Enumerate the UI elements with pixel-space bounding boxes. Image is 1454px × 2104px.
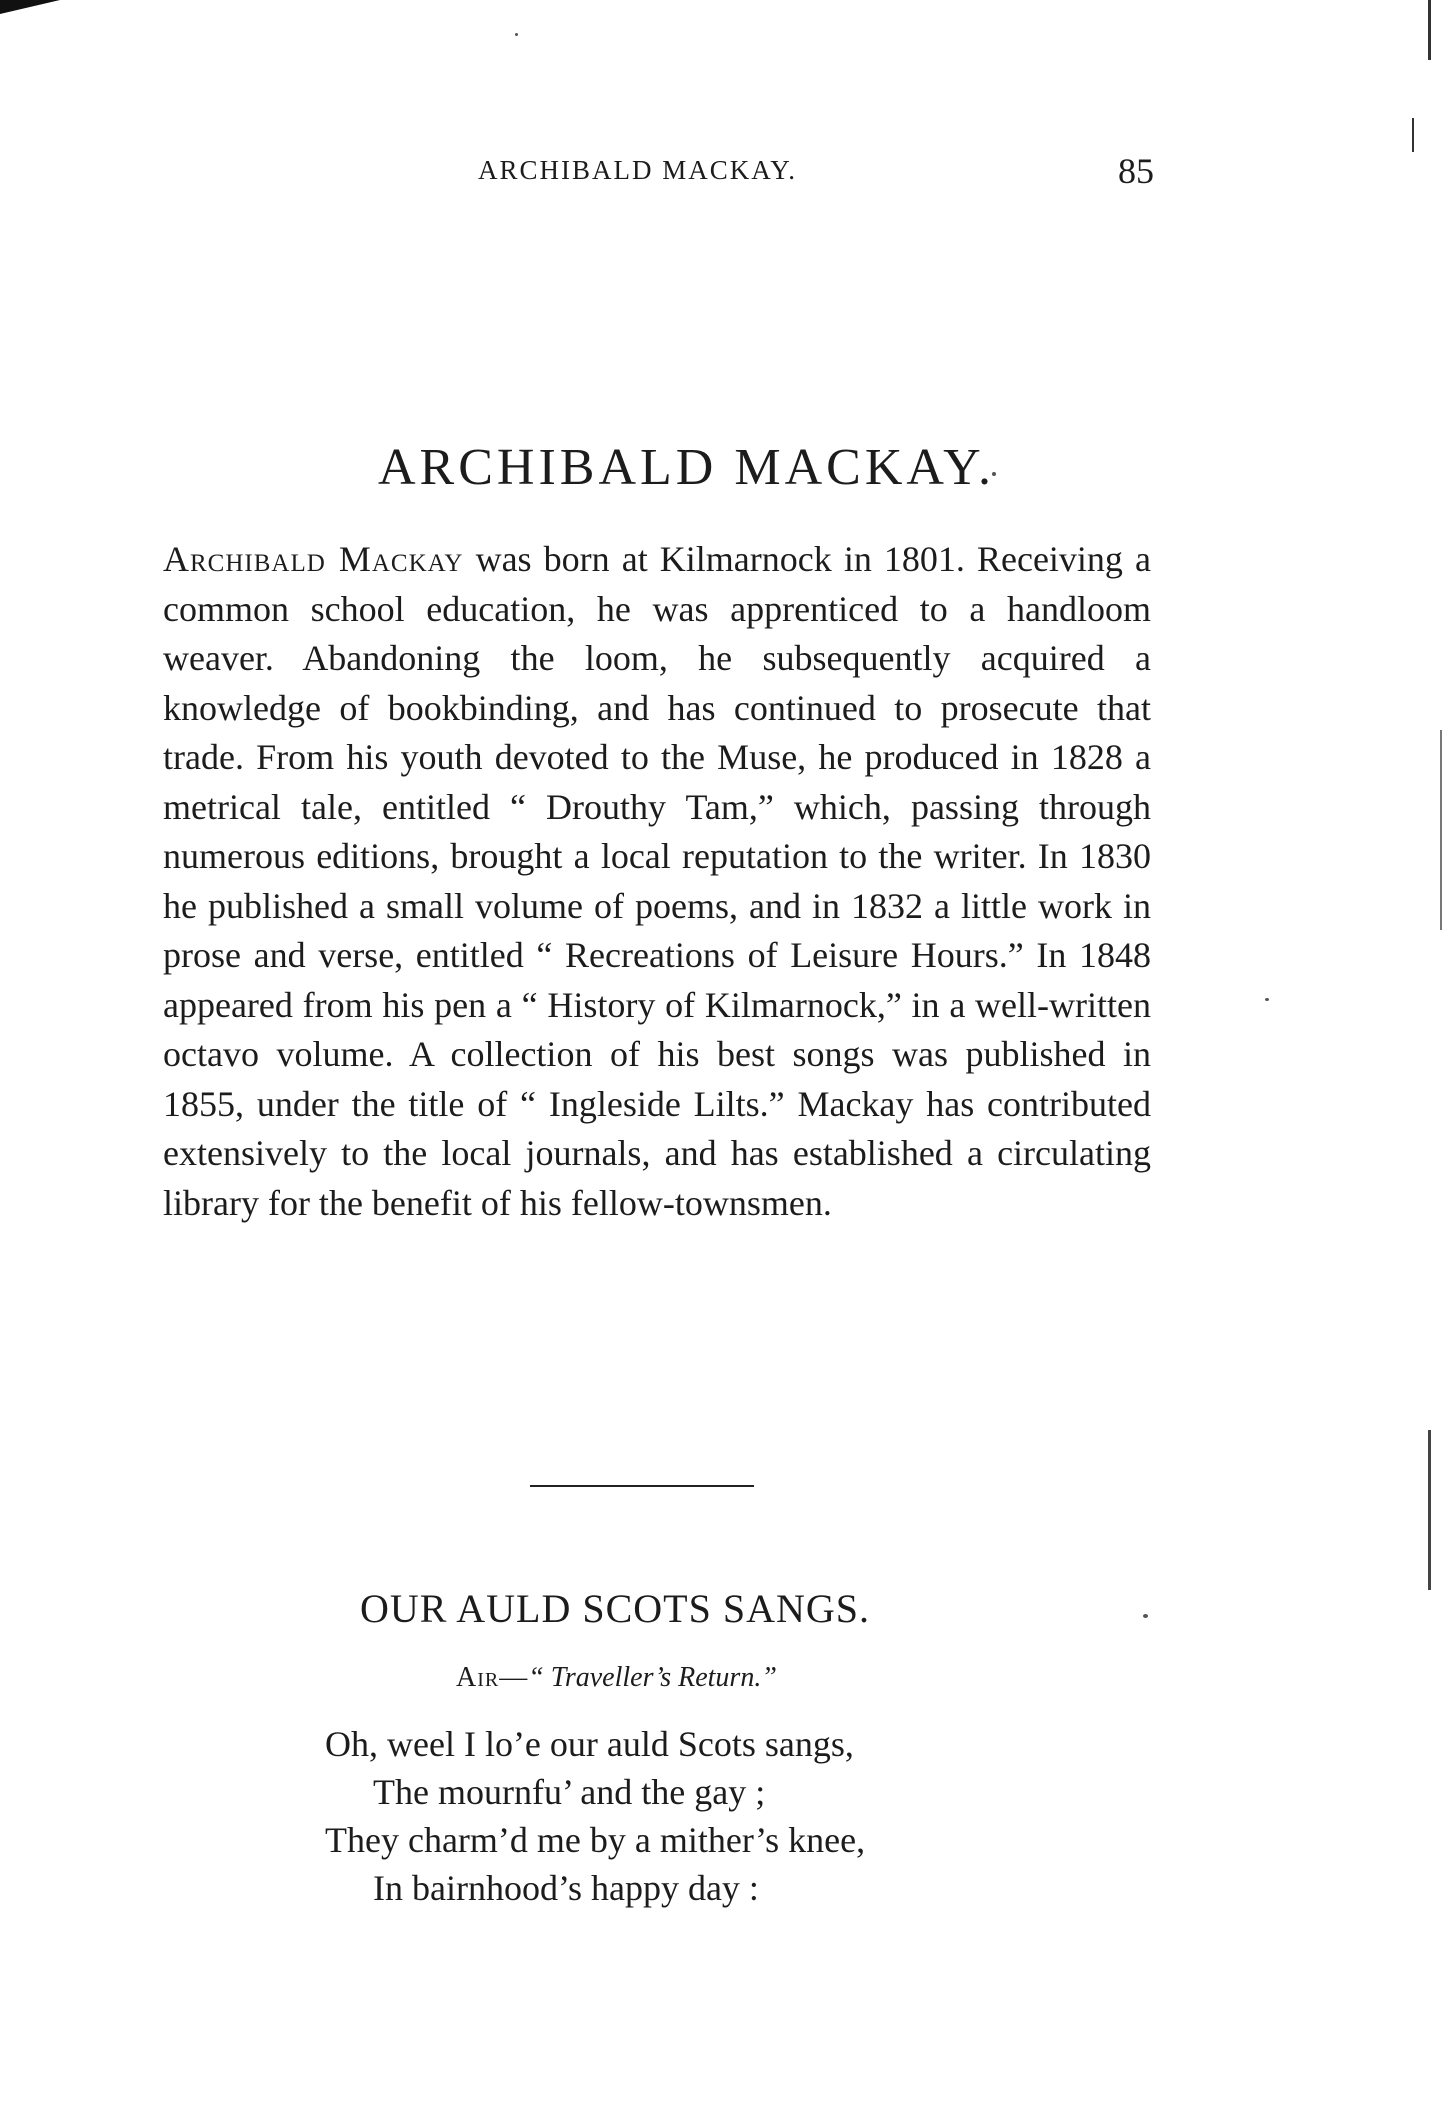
poem-line: The mournfu’ and the gay ; — [373, 1772, 766, 1812]
scan-edge-mark — [1428, 0, 1431, 60]
speck — [1265, 998, 1269, 1001]
running-head: ARCHIBALD MACKAY. — [478, 155, 798, 185]
biography-paragraph — [163, 535, 1151, 1228]
poem-stanza — [325, 1720, 865, 1912]
poem-title: OUR AULD SCOTS SANGS. — [360, 1586, 870, 1631]
biography-lead-name: Archibald Mackay — [163, 539, 464, 579]
section-divider — [530, 1485, 754, 1487]
scan-corner-mark — [0, 0, 60, 14]
air-label: Air— — [456, 1662, 529, 1693]
scan-edge-mark — [1428, 1430, 1431, 1590]
poem-line: In bairnhood’s happy day : — [373, 1868, 759, 1908]
page-number: 85 — [1118, 151, 1154, 191]
chapter-title: ARCHIBALD MACKAY. — [378, 439, 995, 496]
scan-edge-mark — [1440, 730, 1442, 930]
speck — [515, 33, 518, 36]
speck — [1143, 1614, 1148, 1618]
scan-edge-mark — [1412, 118, 1414, 152]
air-line — [456, 1662, 777, 1694]
air-tune: “ Traveller’s Return.” — [528, 1662, 777, 1693]
poem-line: They charm’d me by a mither’s knee, — [325, 1820, 866, 1860]
biography-text: was born at Kilmarnock in 1801. Receiving a common school education, he was apprenticed to a handloom weaver. Abandoning the loom, he subsequently acquired a knowledge of bookbinding, and has continued to prosecute that trade. From his youth devoted to the Muse, he produced in 1828 a metrical tale, entitled “ Drouthy Tam,” which, passing through numerous editions, brought a local reputation to the writer. In 1830 he published a small volume of poems, and in 1832 a little work in prose and verse, entitled “ Recreations of Leisure Hours.” In 1848 appeared from his pen a “ History of Kilmarnock,” in a well-written octavo volume. A collection of his best songs was published in 1855, under the title of “ Ingleside Lilts.” Mackay has contributed extensively to the local journals, and has established a circulating library for the benefit of his fellow-townsmen. — [163, 539, 1152, 1223]
poem-line: Oh, weel I lo’e our auld Scots sangs, — [325, 1724, 854, 1764]
